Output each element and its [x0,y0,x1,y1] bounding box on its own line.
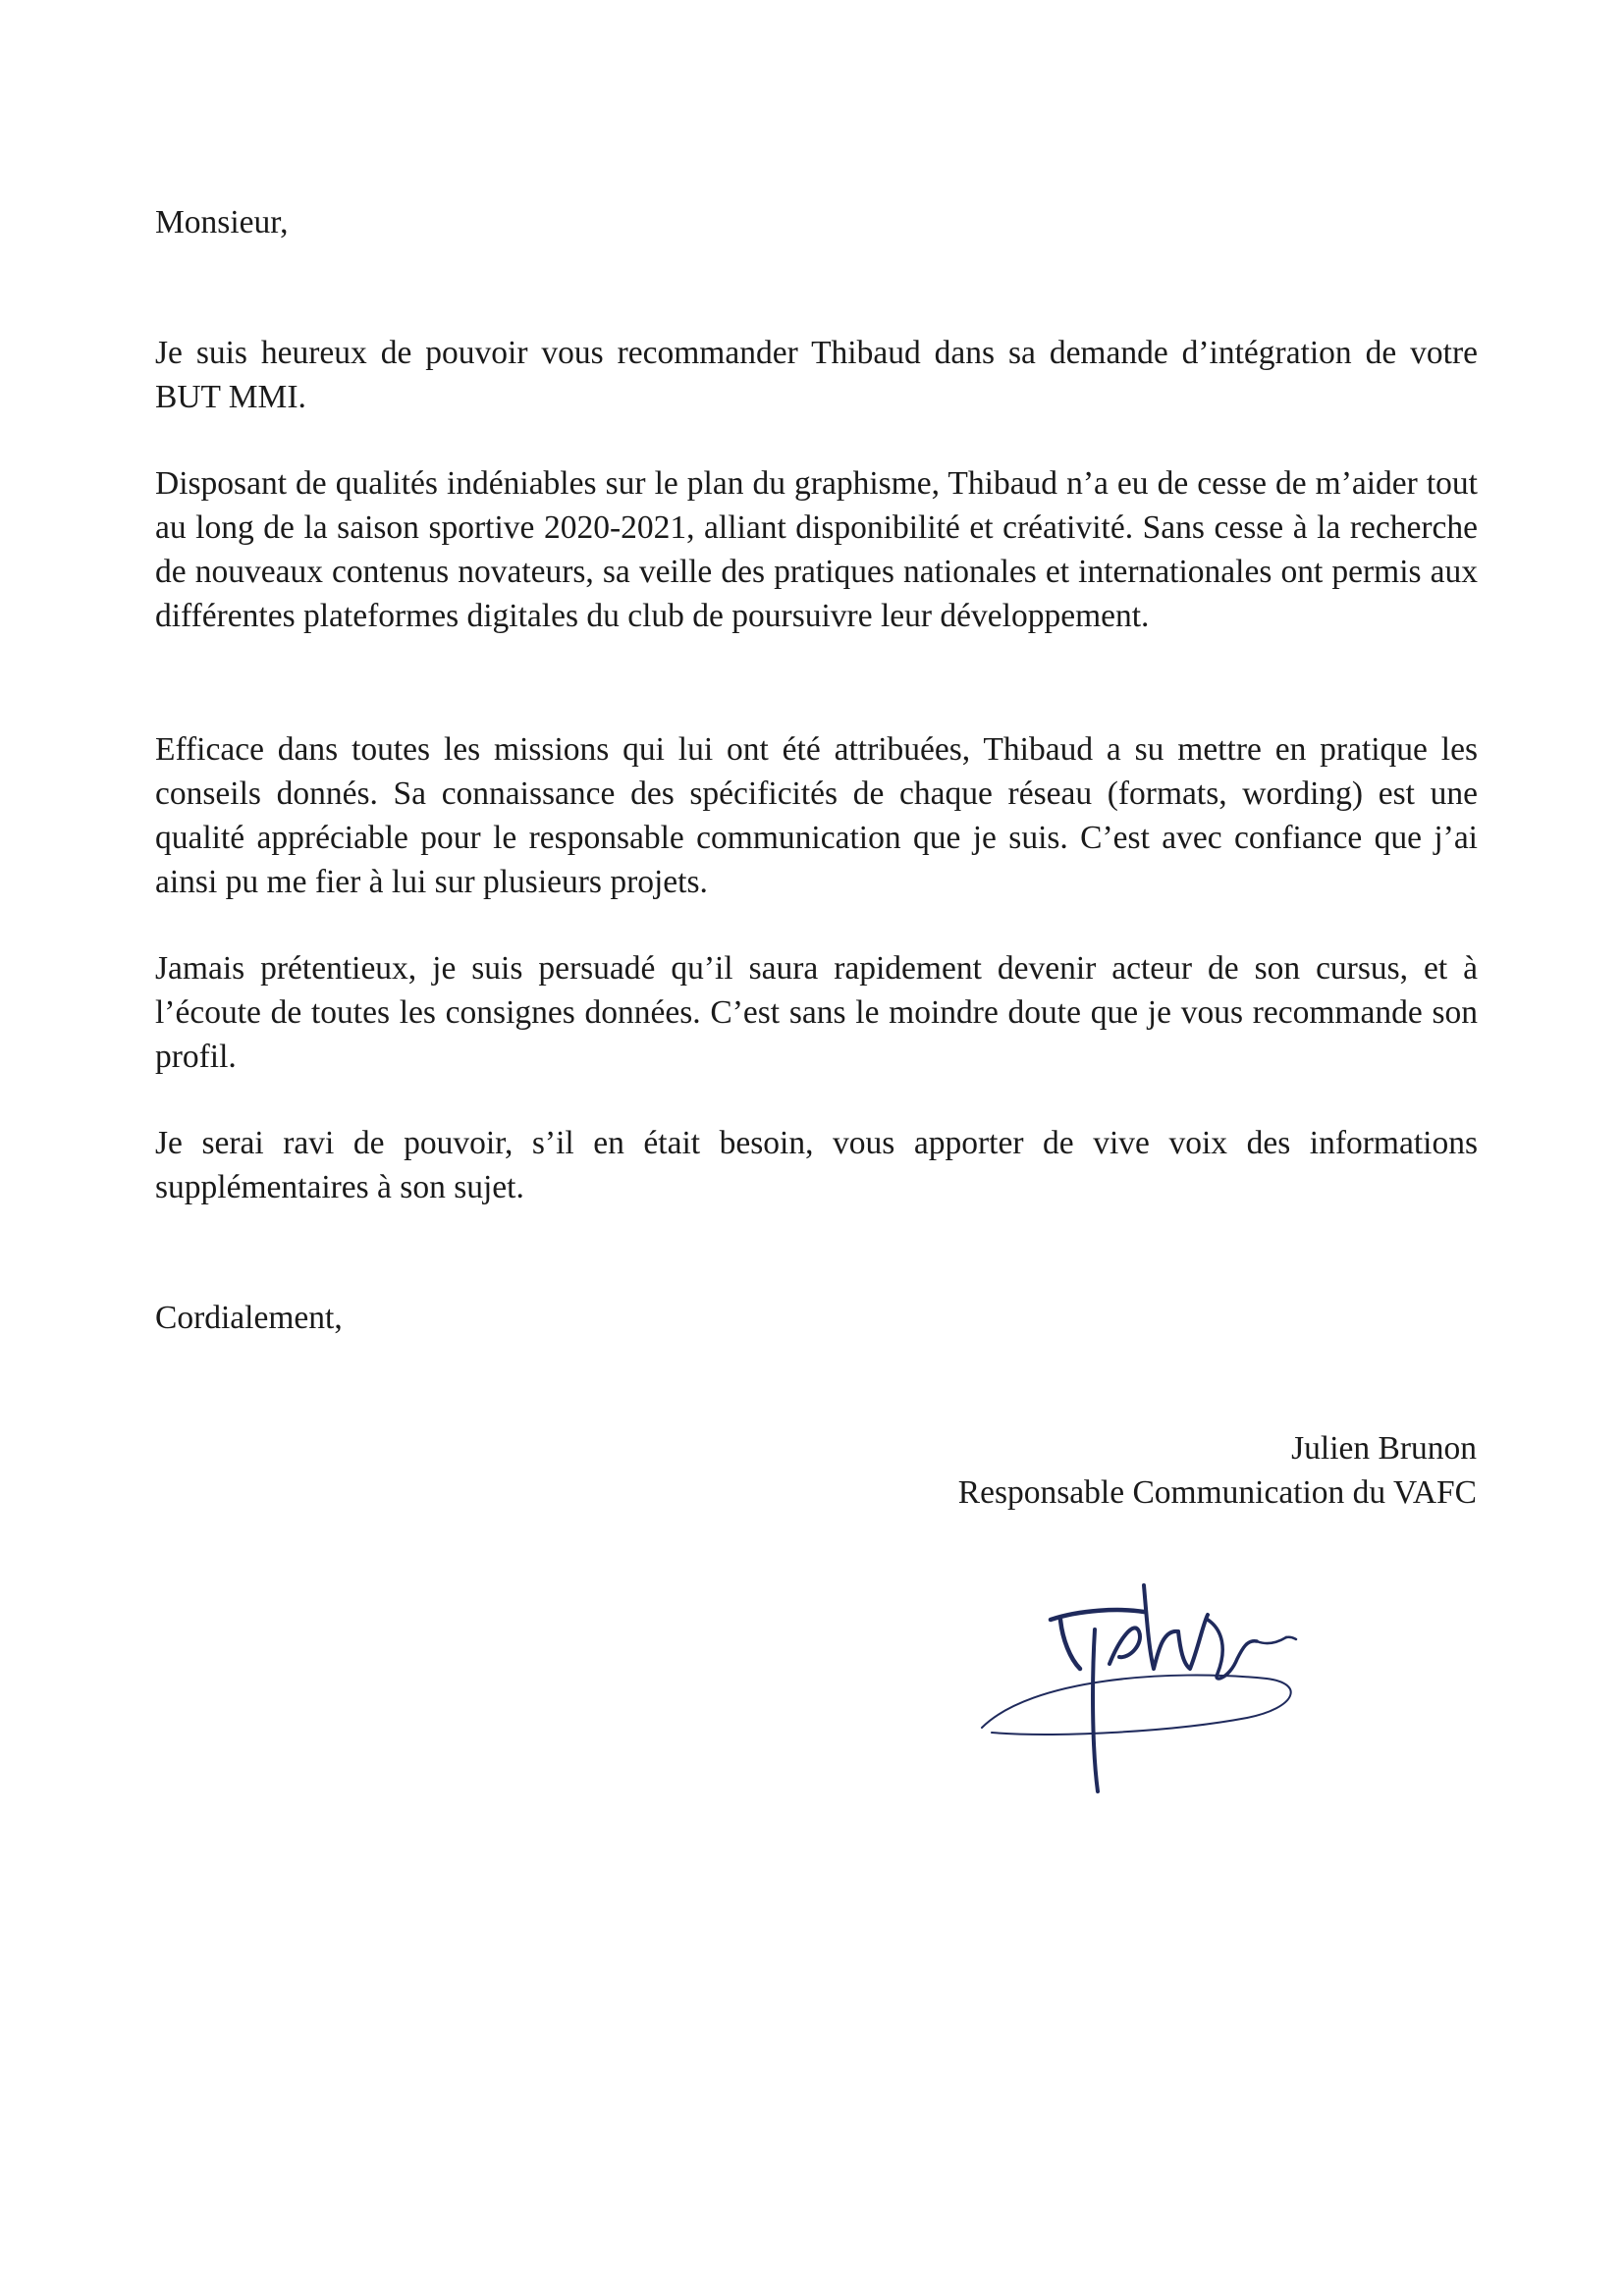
paragraph-qualities: Disposant de qualités indéniables sur le plan du graphisme, Thibaud n’a eu de cesse de m’aider tout au long de la saison sportive 2020-2021, alliant disponibilité et créativité. Sans cesse à la recherche de nouveaux contenus novateurs, sa veille des pratiques nationales et internationales ont permis aux différentes plateformes digitales du club de poursuivre leur développement. [155,465,1478,634]
paragraph-attitude: Jamais prétentieux, je suis persuadé qu’il saura rapidement devenir acteur de son cursus, et à l’écoute de toutes les consignes données. C’est sans le moindre doute que je vous recommande son profil. [155,950,1478,1075]
salutation: Monsieur, [155,204,289,240]
handwritten-signature [972,1561,1463,1816]
signature-stroke [1060,1620,1080,1669]
signature-stroke [1208,1620,1257,1679]
signature-stroke [1144,1585,1178,1669]
signature-loop [982,1676,1291,1735]
signature-stroke [1110,1628,1140,1664]
signature-stroke [1093,1629,1098,1791]
signature-stroke [1051,1610,1144,1620]
signatory-title: Responsable Communication du VAFC [957,1474,1477,1511]
signature-stroke [1178,1615,1208,1669]
signatory-name: Julien Brunon [1291,1430,1477,1467]
signature-block [958,1426,1477,1515]
signature-stroke [1257,1637,1286,1643]
paragraph-intro: Je suis heureux de pouvoir vous recommander Thibaud dans sa demande d’intégration de votre BUT MMI. [155,335,1478,415]
paragraph-contact: Je serai ravi de pouvoir, s’il en était besoin, vous apporter de vive voix des informations supplémentaires à son sujet. [155,1125,1478,1205]
paragraph-missions: Efficace dans toutes les missions qui lui ont été attribuées, Thibaud a su mettre en pratique les conseils donnés. Sa connaissance des spécificités de chaque réseau (formats, wording) est une qualité appréciable pour le responsable communication que je suis. C’est avec confiance que j’ai ainsi pu me fier à lui sur plusieurs projets. [155,731,1478,900]
closing: Cordialement, [155,1300,343,1336]
signature-stroke [1286,1637,1296,1639]
